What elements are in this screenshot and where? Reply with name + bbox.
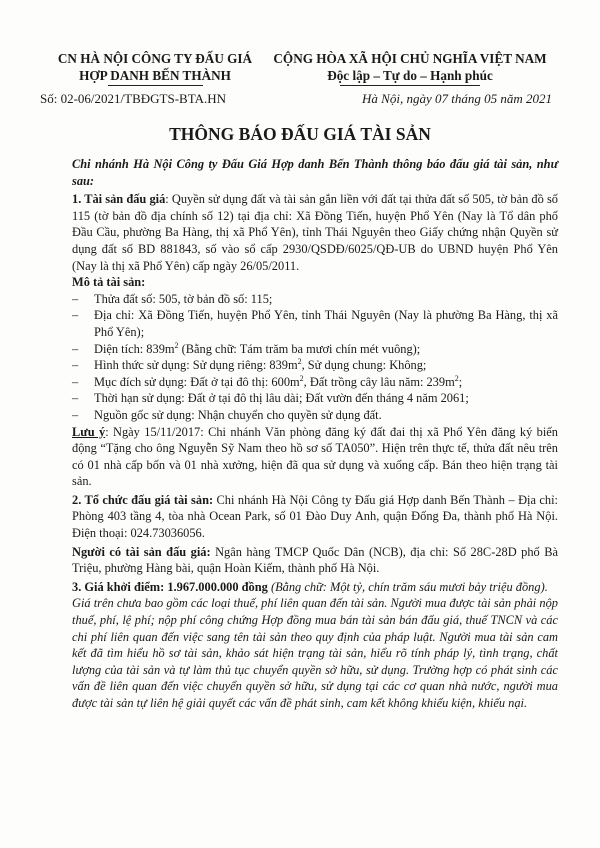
- list-item-origin: – Nguồn gốc sử dụng: Nhận chuyển cho quyền sử dụng đất.: [72, 407, 382, 422]
- national-motto: Độc lập – Tự do – Hạnh phúc: [327, 68, 493, 83]
- list-item-usage-form: – Hình thức sử dụng: Sử dụng riêng: $839m^2$, Sử dụng chung: Không;: [72, 357, 427, 373]
- description-heading: Mô tả tài sản:: [72, 275, 146, 290]
- document-title: THÔNG BÁO ĐẤU GIÁ TÀI SẢN: [169, 124, 431, 144]
- list-dash: –: [72, 407, 79, 422]
- note-label: Lưu ý: [72, 424, 106, 439]
- note-text: : Ngày 15/11/2017: Chi nhánh Văn phòng đăng ký đất đai thị xã Phổ Yên đăng ký biến động “Tặng cho ông Nguyễn Sỹ Nam theo hồ sơ số TA050”. Hiện trên thực tế, thửa đất nêu trên có 01 nhà cấp bốn và 01 nhà xưởng, hiện đã qua sử dụng và xuống cấp. Bán theo hiện trạng tài sản.: [72, 424, 558, 489]
- section-1-text: : Quyền sử dụng đất và tài sản gắn liền với đất tại thửa đất số 505, tờ bản đồ số 115 (tờ bản đồ địa chính số 12) tại địa chỉ: Xã Đồng Tiến, huyện Phổ Yên (Nay là Tổ dân phố Đầu Cầu, phường Ba Hàng, thị xã Phổ Yên), tỉnh Thái Nguyên theo Giấy chứng nhận Quyền sử dụng đất số BD 881843, số vào sổ cấp 2930/QSDĐ/6025/QĐ-UB do UBND huyện Phổ Yên (Nay là thị xã Phổ Yên) cấp ngày 26/05/2011.: [72, 192, 558, 273]
- section-1-label: 1. Tài sản đấu giá: [72, 192, 166, 207]
- list-dash: –: [72, 374, 79, 389]
- document-body: [72, 156, 558, 712]
- asset-owner-paragraph: [72, 544, 558, 577]
- national-title: CỘNG HÒA XÃ HỘI CHỦ NGHĨA VIỆT NAM: [273, 51, 547, 66]
- list-dash: –: [72, 358, 79, 373]
- price-note-paragraph: Giá trên chưa bao gồm các loại thuế, phí liên quan đến tài sản. Người mua được tài sản phải nộp thuế, phí, lệ phí; nộp phí công chứng Hợp đồng mua bán tài sản bán đấu giá, thuế TNCN và các chi phí liên quan đến việc sang tên tài sản theo quy định của pháp luật. Người mua tài sản cam kết đã tìm hiểu hồ sơ tài sản, khảo sát hiện trạng tài sản, hiểu rõ tính pháp lý, tình trạng, chất lượng của tài sản và tự làm thủ tục chuyển quyền sở hữu, sử dụng. Trường hợp có phát sinh các vấn đề liên quan đến việc chuyển quyền sở hữu, sử dụng tại các cơ quan nhà nước, người mua được tài sản tự liên hệ giải quyết các vấn đề phát sinh, cam kết không khiếu kiện, khiếu nại.: [72, 596, 558, 710]
- section-2-text: Chi nhánh Hà Nội Công ty Đấu giá Hợp danh Bến Thành – Địa chỉ: Phòng 403 tầng 4, tòa nhà Ocean Park, số 01 Đào Duy Anh, quận Đống Đa, thành phố Hà Nội. Điện thoại: 024.73036056.: [72, 492, 558, 541]
- section-3-label: 3. Giá khởi điểm: 1.967.000.000 đồng: [72, 579, 268, 594]
- list-item-address: – Địa chỉ: Xã Đồng Tiến, huyện Phổ Yên, tỉnh Thái Nguyên (Nay là phường Ba Hàng, thị xã Phổ Yên);: [72, 308, 558, 339]
- list-dash: –: [72, 291, 79, 306]
- section-1-asset: [72, 191, 558, 274]
- issuer-line-2: HỢP DANH BẾN THÀNH: [79, 68, 231, 83]
- document-number: Số: 02-06/2021/TBĐGTS-BTA.HN: [40, 91, 227, 106]
- section-2-organizer: [72, 492, 558, 542]
- owner-label: Người có tài sản đấu giá:: [72, 544, 211, 559]
- section-3-starting-price: [72, 579, 558, 596]
- list-item-parcel: – Thửa đất số: 505, tờ bản đồ số: 115;: [72, 291, 273, 306]
- issuer-line-1: CN HÀ NỘI CÔNG TY ĐẤU GIÁ: [57, 51, 253, 66]
- list-item-term: – Thời hạn sử dụng: Đất ở tại đô thị lâu dài; Đất vườn đến tháng 4 năm 2061;: [72, 391, 469, 406]
- list-item-area: – Diện tích: $839m^2$ (Bằng chữ: Tám trăm ba mươi chín mét vuông);: [72, 340, 421, 356]
- list-dash: –: [72, 308, 79, 323]
- note-paragraph: [72, 424, 558, 490]
- document-date: Hà Nội, ngày 07 tháng 05 năm 2021: [362, 91, 552, 106]
- issuer-underline: [108, 85, 203, 86]
- section-3-text: (Bằng chữ: Một tỷ, chín trăm sáu mươi bảy triệu đồng).: [267, 579, 548, 594]
- intro-paragraph: Chi nhánh Hà Nội Công ty Đấu Giá Hợp danh Bến Thành thông báo đấu giá tài sản, như sau:: [72, 157, 558, 188]
- motto-underline: [340, 85, 480, 86]
- list-item-purpose: – Mục đích sử dụng: Đất ở tại đô thị: $600m^2$, Đất trồng cây lâu năm: $239m^2$;: [72, 373, 463, 389]
- issuer-header: [40, 50, 270, 86]
- section-2-label: 2. Tổ chức đấu giá tài sản:: [72, 492, 214, 507]
- list-dash: –: [72, 391, 79, 406]
- list-dash: –: [72, 341, 79, 356]
- owner-text: Ngân hàng TMCP Quốc Dân (NCB), địa chỉ: Số 28C-28D phố Bà Triệu, phường Hàng bài, quận Hoàn Kiếm, thành phố Hà Nội.: [72, 544, 558, 576]
- national-header: [250, 50, 570, 86]
